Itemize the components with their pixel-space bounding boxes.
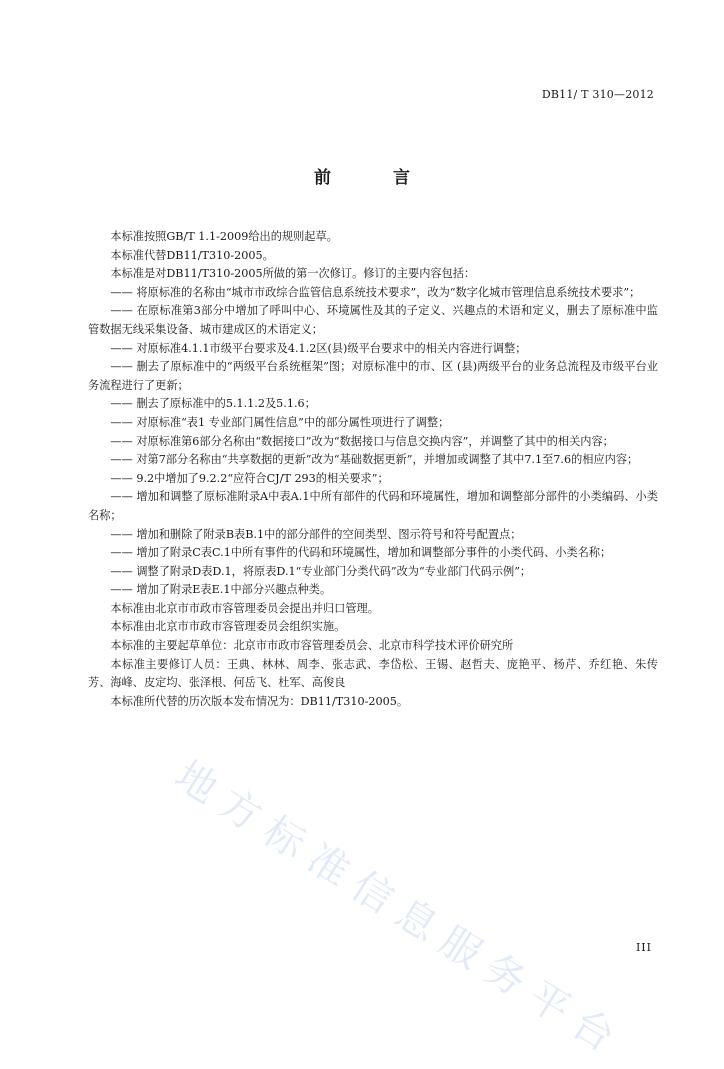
paragraph: 本标准是对DB11/T310-2005所做的第一次修订。修订的主要内容包括： <box>110 267 476 281</box>
foreword-body <box>88 228 658 711</box>
paragraph: —— 增加和调整了原标准附录A中表A.1中所有部件的代码和环境属性，增加和调整部分部件的小类编码、小类名称； <box>88 490 658 522</box>
paragraph: —— 增加了附录E表E.1中部分兴趣点种类。 <box>110 583 332 597</box>
paragraph: —— 对第7部分名称由“共享数据的更新”改为“基础数据更新”，并增加或调整了其中7.1至7.6的相应内容； <box>110 453 639 467</box>
paragraph: 本标准由北京市市政市容管理委员会组织实施。 <box>110 620 346 634</box>
paragraph: 本标准由北京市市政市容管理委员会提出并归口管理。 <box>110 601 379 615</box>
paragraph: —— 将原标准的名称由“城市市政综合监管信息系统技术要求”，改为“数字化城市管理信息系统技术要求”； <box>110 285 641 299</box>
paragraph: —— 对原标准第6部分名称由“数据接口”改为“数据接口与信息交换内容”，并调整了其中的相关内容； <box>110 434 614 448</box>
paragraph: 本标准主要修订人员：王典、林林、周李、张志武、李岱松、王锡、赵哲夫、庞艳平、杨芹、乔红艳、朱传芳、海峰、皮定均、张泽根、何岳飞、杜军、高俊良 <box>88 657 658 690</box>
paragraph: —— 对原标准“表1 专业部门属性信息”中的部分属性项进行了调整； <box>110 415 450 429</box>
document-code: DB11/ T 310—2012 <box>541 88 654 101</box>
paragraph: —— 在原标准第3部分中增加了呼叫中心、环境属性及其的子定义、兴趣点的术语和定义，删去了原标准中监管数据无线采集设备、城市建成区的术语定义； <box>88 304 658 336</box>
paragraph: 本标准代替DB11/T310-2005。 <box>110 248 274 262</box>
paragraph: 本标准所代替的历次版本发布情况为：DB11/T310-2005。 <box>110 694 409 708</box>
paragraph: —— 9.2中增加了9.2.2“应符合CJ/T 293的相关要求”； <box>110 471 389 485</box>
page-number: III <box>635 941 652 954</box>
page-title: 前 言 <box>314 168 438 188</box>
paragraph: —— 删去了原标准中的“两级平台系统框架”图；对原标准中的市、区 (县)两级平台的业务总流程及市级平台业务流程进行了更新； <box>88 360 658 392</box>
watermark: 地方标准信息服务平台 <box>166 752 633 1068</box>
paragraph: —— 增加和删除了附录B表B.1中的部分部件的空间类型、图示符号和符号配置点； <box>110 527 522 541</box>
paragraph: 本标准的主要起草单位：北京市市政市容管理委员会、北京市科学技术评价研究所 <box>110 639 514 653</box>
paragraph: —— 增加了附录C表C.1中所有事件的代码和环境属性，增加和调整部分事件的小类代码、小类名称； <box>110 546 612 560</box>
paragraph: —— 删去了原标准中的5.1.1.2及5.1.6； <box>110 397 316 411</box>
paragraph: 本标准按照GB/T 1.1-2009给出的规则起草。 <box>110 230 338 243</box>
paragraph: —— 调整了附录D表D.1，将原表D.1“专业部门分类代码”改为“专业部门代码示例”； <box>110 564 532 578</box>
paragraph: —— 对原标准4.1.1市级平台要求及4.1.2区(县)级平台要求中的相关内容进行调整； <box>110 341 527 355</box>
